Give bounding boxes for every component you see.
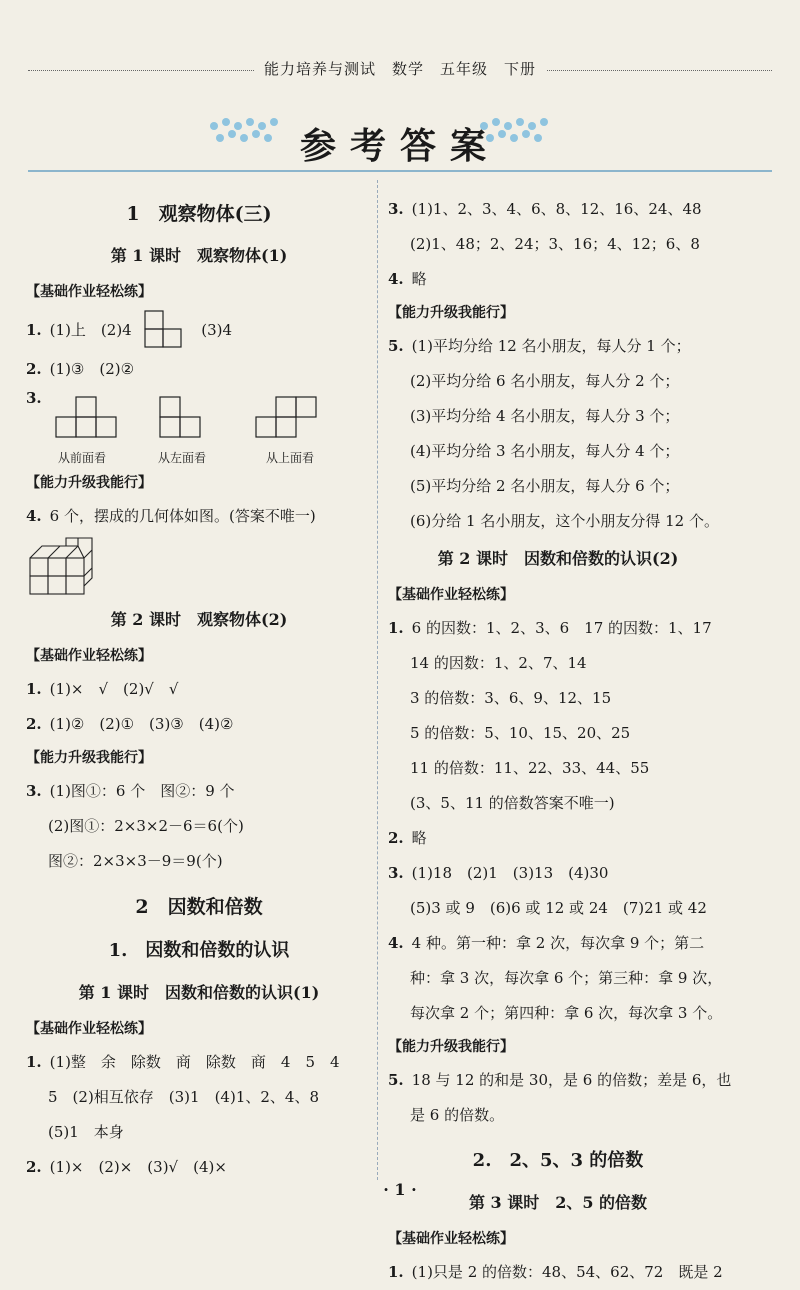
answer-line: 4. 4 种。第一种：拿 2 次，每次拿 9 个；第二 bbox=[388, 934, 705, 952]
answer-line: 3. (1)1、2、3、4、6、8、12、16、24、48 bbox=[388, 200, 702, 218]
answer-line: (2)1、48；2、24；3、16；4、12；6、8 bbox=[410, 235, 700, 253]
section-tag: 【基础作业轻松练】 bbox=[26, 284, 152, 300]
answer-line: 1. (1)只是 2 的倍数：48、54、62、72 既是 2 bbox=[388, 1263, 723, 1281]
running-header: 能力培养与测试 数学 五年级 下册 bbox=[0, 58, 800, 79]
view-label: 从前面看 bbox=[58, 451, 107, 465]
lesson-heading: 第 3 课时 2、5 的倍数 bbox=[468, 1193, 648, 1212]
answer-line: 是 6 的倍数。 bbox=[410, 1106, 505, 1124]
answer-line: 2. (1)② (2)① (3)③ (4)② bbox=[26, 715, 234, 733]
bleed-through bbox=[480, 88, 676, 108]
cube-figure bbox=[28, 534, 98, 598]
answer-line: 4. 6 个，摆成的几何体如图。(答案不唯一) bbox=[26, 507, 316, 525]
page-title: 参考答案 bbox=[299, 125, 500, 167]
answer-line: (5)平均分给 2 名小朋友，每人分 6 个； bbox=[410, 477, 680, 495]
answer-line: 5 (2)相互依存 (3)1 (4)1、2、4、8 bbox=[48, 1088, 320, 1106]
title-rule bbox=[28, 170, 772, 172]
lesson-heading: 第 1 课时 观察物体(1) bbox=[110, 246, 288, 265]
answer-line: 5 的倍数：5、10、15、20、25 bbox=[410, 724, 631, 742]
lesson-heading: 第 2 课时 观察物体(2) bbox=[110, 610, 288, 629]
section-tag: 【基础作业轻松练】 bbox=[388, 1231, 514, 1247]
answer-line: 种：拿 3 次，每次拿 6 个；第三种：拿 9 次， bbox=[410, 969, 723, 987]
unit-heading: 1 观察物体(三) bbox=[126, 203, 272, 225]
answer-line: (3)平均分给 4 名小朋友，每人分 3 个； bbox=[410, 407, 680, 425]
answer-line: 2. 略 bbox=[388, 829, 427, 847]
section-heading: 1. 因数和倍数的认识 bbox=[108, 940, 290, 961]
answer-line: 3. (1)图①：6 个 图②：9 个 bbox=[26, 782, 235, 800]
answer-line: 14 的因数：1、2、7、14 bbox=[410, 654, 587, 672]
left-view-figure bbox=[156, 391, 206, 443]
answer-line: (2)图①：2×3×2－6＝6(个) bbox=[48, 817, 244, 835]
answer-line: 11 的倍数：11、22、33、44、55 bbox=[410, 759, 650, 777]
section-heading: 2. 2、5、3 的倍数 bbox=[472, 1150, 644, 1171]
answer-line: 2. (1)③ (2)② bbox=[26, 360, 135, 378]
answer-line: 4. 略 bbox=[388, 270, 427, 288]
answer-line: 1. (1)上 (2)4 (3)4 bbox=[26, 308, 372, 352]
left-column bbox=[26, 192, 372, 1185]
answer-line: (3、5、11 的倍数答案不唯一) bbox=[410, 794, 615, 812]
answer-line: 3. (1)18 (2)1 (3)13 (4)30 bbox=[388, 864, 609, 882]
answer-line: (2)平均分给 6 名小朋友，每人分 2 个； bbox=[410, 372, 680, 390]
view-label: 从上面看 bbox=[266, 451, 315, 465]
cube-figure-row bbox=[26, 534, 372, 600]
answer-line: 1. (1)× √ (2)√ √ bbox=[26, 680, 179, 698]
page-number: · 1 · bbox=[383, 1180, 417, 1199]
answer-line: (5)1 本身 bbox=[48, 1123, 124, 1141]
section-tag: 【基础作业轻松练】 bbox=[26, 648, 152, 664]
answer-line: 每次拿 2 个；第四种：拿 6 次，每次拿 3 个。 bbox=[410, 1004, 723, 1022]
lesson-heading: 第 2 课时 因数和倍数的认识(2) bbox=[437, 549, 679, 568]
view-label: 从左面看 bbox=[158, 451, 207, 465]
top-view-figure bbox=[254, 391, 320, 443]
section-tag: 【能力升级我能行】 bbox=[26, 750, 152, 766]
views-row: 3. 从前面看 从左面看 从上面看 bbox=[26, 387, 372, 467]
shape-figure bbox=[137, 309, 197, 353]
unit-heading: 2 因数和倍数 bbox=[135, 896, 263, 918]
answer-line: 1. 6 的因数：1、2、3、6 17 的因数：1、17 bbox=[388, 619, 712, 637]
lesson-heading: 第 1 课时 因数和倍数的认识(1) bbox=[78, 983, 320, 1002]
answer-line: 1. (1)整 余 除数 商 除数 商 4 5 4 bbox=[26, 1053, 340, 1071]
answer-line: (6)分给 1 名小朋友，这个小朋友分得 12 个。 bbox=[410, 512, 719, 530]
answer-line: 图②：2×3×3－9＝9(个) bbox=[48, 852, 223, 870]
front-view-figure bbox=[54, 391, 118, 443]
section-tag: 【能力升级我能行】 bbox=[26, 475, 152, 491]
right-column bbox=[388, 192, 732, 1290]
section-tag: 【基础作业轻松练】 bbox=[388, 587, 514, 603]
answer-line: (5)3 或 9 (6)6 或 12 或 24 (7)21 或 42 bbox=[410, 899, 707, 917]
column-divider bbox=[377, 180, 378, 1180]
answer-line: 5. (1)平均分给 12 名小朋友，每人分 1 个； bbox=[388, 337, 691, 355]
answer-line: 3 的倍数：3、6、9、12、15 bbox=[410, 689, 612, 707]
answer-line: 5. 18 与 12 的和是 30，是 6 的倍数；差是 6，也 bbox=[388, 1071, 732, 1089]
section-tag: 【能力升级我能行】 bbox=[388, 305, 514, 321]
answer-line: (4)平均分给 3 名小朋友，每人分 4 个； bbox=[410, 442, 680, 460]
answer-line: 2. (1)× (2)× (3)√ (4)× bbox=[26, 1158, 227, 1176]
section-tag: 【基础作业轻松练】 bbox=[26, 1021, 152, 1037]
section-tag: 【能力升级我能行】 bbox=[388, 1039, 514, 1055]
